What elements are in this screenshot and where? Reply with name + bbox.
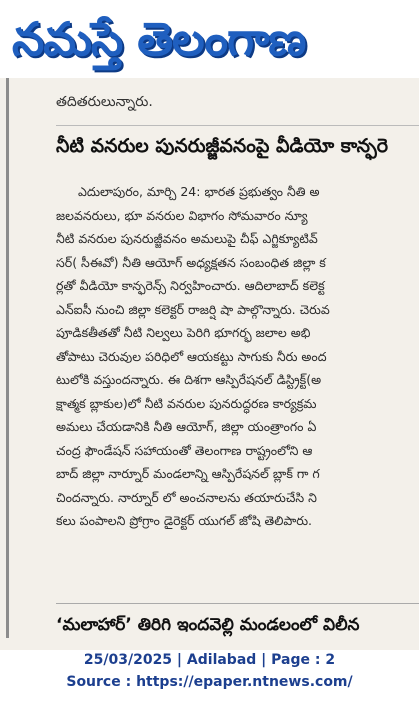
body-line: చిందన్నారు. నార్నూర్ లో అంచనాలను తయారుచేసి ని — [56, 489, 317, 505]
body-line: కలు పంపాలని ప్రోగ్రాం డైరెక్టర్ యుగల్ జోషి తెలిపారు. — [56, 513, 313, 528]
source-footer — [0, 650, 419, 714]
body-line: ఎన్ఐసీ నుంచి జిల్లా కలెక్టర్ రాజర్షి షా పాల్గొన్నారు. చెరువ — [56, 301, 330, 317]
body-line: నీటి వనరుల పునరుజ్జీవనం అమలుపై చీఫ్ ఎగ్జిక్యూటివ్ — [56, 231, 318, 246]
body-line: పూడికతీతతో నీటి నిల్వలు పెరిగి భూగర్భ జలాల అభి — [56, 325, 311, 340]
next-article-divider — [56, 603, 419, 604]
column-divider — [6, 78, 9, 638]
next-article-headline: ‘మలాహార్’ తిరిగి ఇందవెల్లి మండలంలో విలీన — [56, 615, 360, 635]
previous-paragraph-end: తదితరులున్నారు. — [56, 94, 153, 110]
body-line: ఎదులాపురం, మార్చి 24: భారత ప్రభుత్వం నీతి అ — [78, 184, 320, 199]
headline-divider — [56, 125, 419, 126]
masthead — [0, 0, 419, 78]
article-body — [56, 180, 419, 533]
body-line: తోపాటు చెరువుల పరిధిలో ఆయకట్టు సాగుకు నీరు అంద — [56, 348, 327, 364]
body-line: అమలు చేయడానికి నీతి ఆయోగ్, జిల్లా యంత్రాంగం ఏ — [56, 419, 317, 434]
article-clipping — [0, 78, 419, 650]
body-line: జలవనరులు, భూ వనరుల విభాగం సోమవారం న్యూ — [56, 207, 308, 223]
edition-info: 25/03/2025 | Adilabad | Page : 2 — [83, 652, 336, 668]
article-headline: నీటి వనరుల పునరుజ్జీవనంపై వీడియో కాన్ఫరె — [56, 135, 389, 157]
source-url: Source : https://epaper.ntnews.com/ — [66, 674, 353, 690]
body-line: చంద్ర ఫౌండేషన్ సహాయంతో తెలంగాణ రాష్ట్రంలోని ఆ — [56, 442, 313, 458]
newspaper-logo-title: నమస్తే తెలంగాణ — [12, 12, 306, 66]
body-line: బాద్ జిల్లా నార్నూర్ మండలాన్ని ఆస్పిరేషనల్ బ్లాక్ గా గ — [56, 466, 320, 481]
body-line: ర్లతో వీడియో కాన్ఫరెన్స్ నిర్వహించారు. ఆదిలాబాద్ కలెక్ట — [56, 278, 325, 293]
body-line: క్షాత్మక బ్లాకుల)లో నీటి వనరుల పునరుద్ధరణ కార్యక్రమ — [56, 395, 317, 411]
body-line: సర్( సీఈవో) నీతి ఆయోగ్ అధ్యక్షతన సంబంధిత జిల్లా క — [56, 254, 326, 270]
body-line: టులోకి వస్తుందన్నారు. ఈ దిశగా ఆస్పిరేషనల్ డిస్ట్రిక్ట్(అ — [56, 372, 322, 387]
